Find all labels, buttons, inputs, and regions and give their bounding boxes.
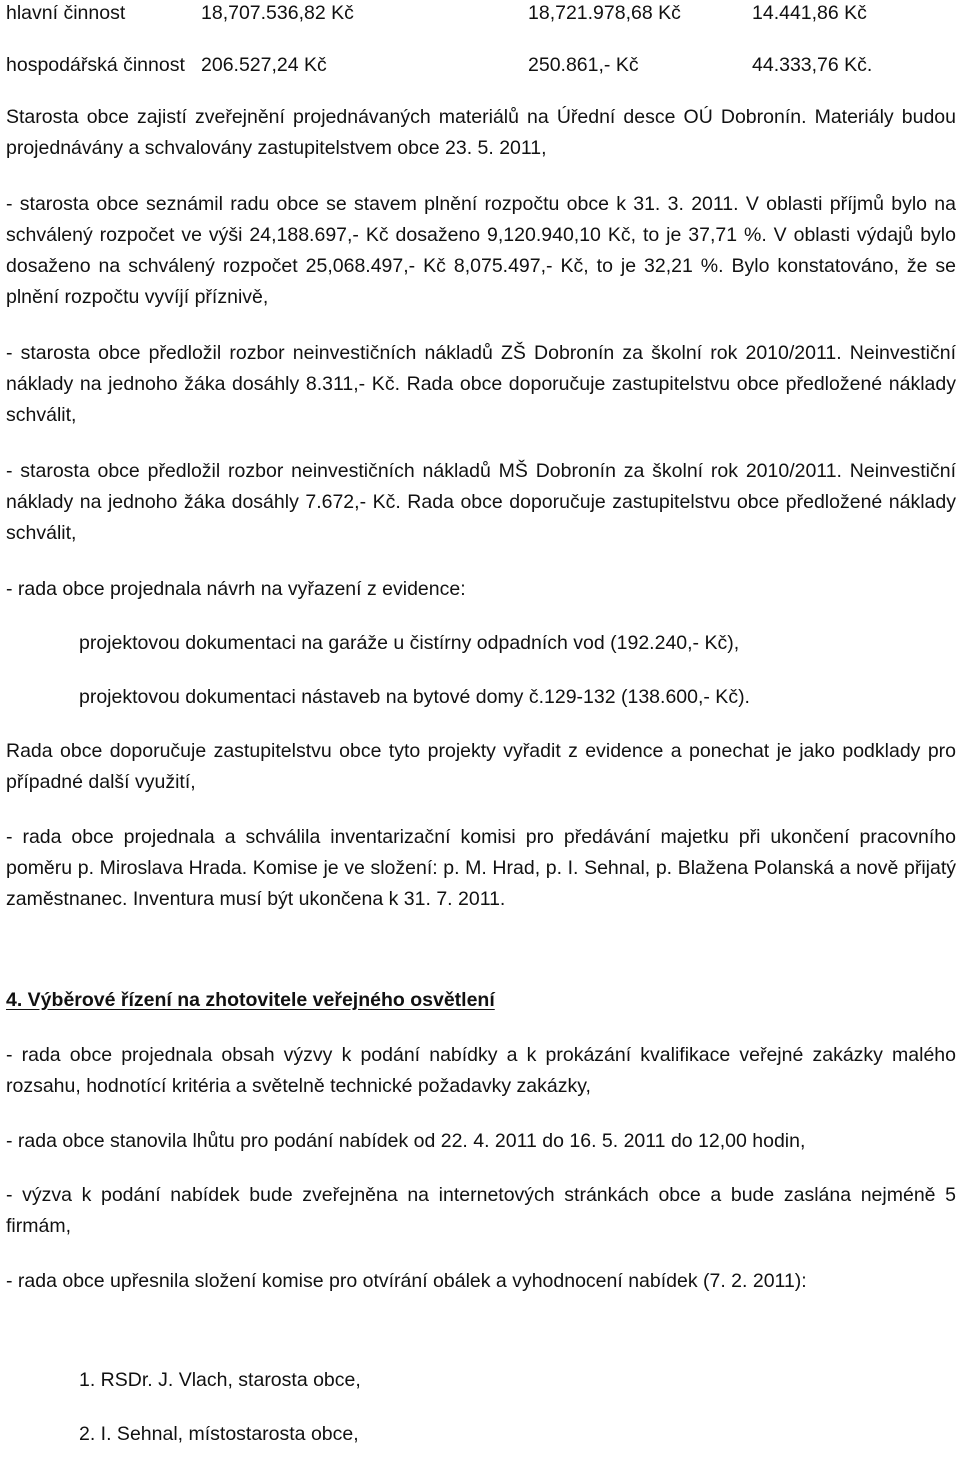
budget-label: hlavní činnost [6,2,126,24]
list-item: projektovou dokumentaci nástaveb na bytové domy č.129-132 (138.600,- Kč). [79,686,750,708]
budget-value: 206.527,24 Kč [201,54,327,76]
paragraph: Rada obce doporučuje zastupitelstvu obce tyto projekty vyřadit z evidence a ponechat je jako podklady pro případné další využití, [6,740,956,793]
section-heading: 4. Výběrové řízení na zhotovitele veřejného osvětlení [6,989,495,1011]
budget-value: 18,707.536,82 Kč [201,2,354,24]
budget-value: 14.441,86 Kč [752,2,867,24]
document-page [6,0,956,1450]
paragraph: Starosta obce zajistí zveřejnění projednávaných materiálů na Úřední desce OÚ Dobronín. Materiály budou projednávány a schvalovány zastupitelstvem obce 23. 5. 2011, [6,106,956,159]
budget-value: 18,721.978,68 Kč [528,2,681,24]
paragraph: - rada obce upřesnila složení komise pro otvírání obálek a vyhodnocení nabídek (7. 2. 2011): [6,1270,807,1292]
paragraph: - rada obce projednala obsah výzvy k podání nabídky a k prokázání kvalifikace veřejné zakázky malého rozsahu, hodnotící kritéria a světelně technické požadavky zakázky, [6,1044,956,1097]
paragraph: - starosta obce seznámil radu obce se stavem plnění rozpočtu obce k 31. 3. 2011. V oblasti příjmů bylo na schválený rozpočet ve výši 24,188.697,- Kč dosaženo 9,120.940,10 Kč, to je 37,71 %. V oblasti výdajů bylo dosaženo na schválený rozpočet 25,068.497,- Kč 8,075.497,- Kč, to je 32,21 %. Bylo konstatováno, že se plnění rozpočtu vyvíjí příznivě, [6,193,956,308]
paragraph: - starosta obce předložil rozbor neinvestičních nákladů MŠ Dobronín za školní rok 2010/2011. Neinvestiční náklady na jednoho žáka dosáhly 7.672,- Kč. Rada obce doporučuje zastupitelstvu obce předložené náklady schválit, [6,460,956,544]
paragraph: - rada obce stanovila lhůtu pro podání nabídek od 22. 4. 2011 do 16. 5. 2011 do 12,00 hodin, [6,1130,806,1152]
budget-value: 44.333,76 Kč. [752,54,873,76]
list-item: projektovou dokumentaci na garáže u čistírny odpadních vod (192.240,- Kč), [79,632,740,654]
budget-row-main [6,0,956,24]
list-item: 2. I. Sehnal, místostarosta obce, [79,1423,359,1445]
budget-value: 250.861,- Kč [528,54,639,76]
budget-label: hospodářská činnost [6,54,185,76]
budget-row-economic [6,50,956,76]
paragraph: - rada obce projednala návrh na vyřazení z evidence: [6,578,466,600]
paragraph: - starosta obce předložil rozbor neinvestičních nákladů ZŠ Dobronín za školní rok 2010/2011. Neinvestiční náklady na jednoho žáka dosáhly 8.311,- Kč. Rada obce doporučuje zastupitelstvu obce předložené náklady schválit, [6,342,956,426]
paragraph: - rada obce projednala a schválila inventarizační komisi pro předávání majetku při ukončení pracovního poměru p. Miroslava Hrada. Komise je ve složení: p. M. Hrad, p. I. Sehnal, p. Blažena Polanská a nově přijatý zaměstnanec. Inventura musí být ukončena k 31. 7. 2011. [6,826,956,910]
list-item: 1. RSDr. J. Vlach, starosta obce, [79,1369,361,1391]
paragraph: - výzva k podání nabídek bude zveřejněna na internetových stránkách obce a bude zaslána nejméně 5 firmám, [6,1184,956,1237]
